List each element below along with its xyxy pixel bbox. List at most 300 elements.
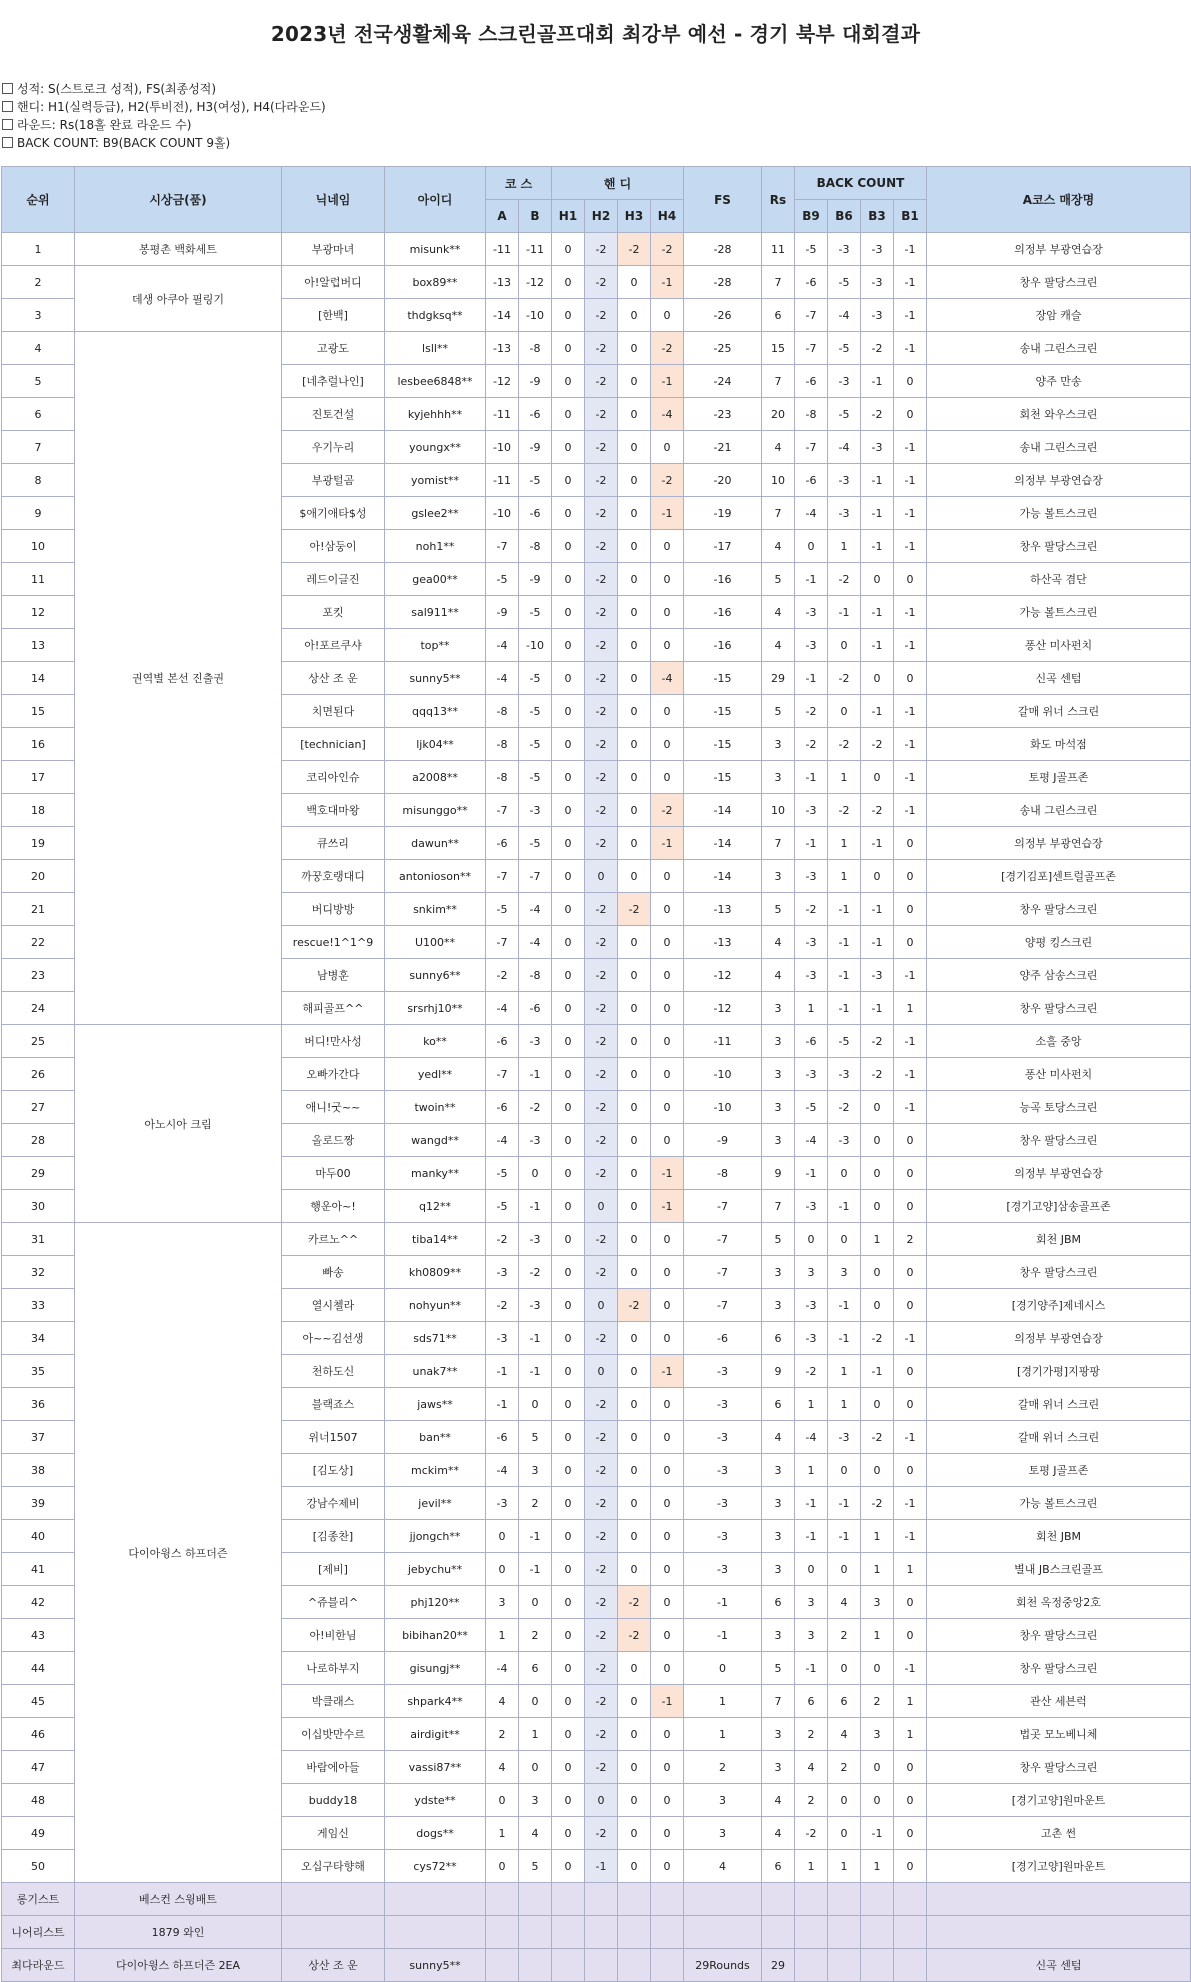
cell-course-a: -2 <box>486 1289 519 1322</box>
cell-bc-b3: 3 <box>861 1586 894 1619</box>
cell-bc-b9: -1 <box>795 1520 828 1553</box>
cell-course-b: -1 <box>519 1520 552 1553</box>
cell-handi-h4: 0 <box>651 1025 684 1058</box>
cell-bc-b1: 0 <box>894 1157 927 1190</box>
cell-handi-h4: 0 <box>651 695 684 728</box>
cell-bc-b3: -1 <box>861 596 894 629</box>
cell-fs: -3 <box>684 1454 762 1487</box>
cell-bc-b9: 3 <box>795 1586 828 1619</box>
cell-store: 능곡 토당스크린 <box>927 1091 1191 1124</box>
cell-course-a: -5 <box>486 893 519 926</box>
footer-nickname <box>282 1883 385 1916</box>
cell-fs: -12 <box>684 992 762 1025</box>
cell-course-b: -9 <box>519 563 552 596</box>
footer-empty <box>828 1883 861 1916</box>
cell-handi-h1: 0 <box>552 1685 585 1718</box>
cell-handi-h4: 0 <box>651 1784 684 1817</box>
cell-bc-b6: -1 <box>828 926 861 959</box>
cell-handi-h4: -1 <box>651 1685 684 1718</box>
cell-handi-h1: 0 <box>552 761 585 794</box>
cell-handi-h4: 0 <box>651 1718 684 1751</box>
cell-bc-b9: -2 <box>795 1355 828 1388</box>
cell-rank: 11 <box>2 563 75 596</box>
cell-handi-h1: 0 <box>552 365 585 398</box>
cell-bc-b9: -7 <box>795 431 828 464</box>
cell-handi-h2: -2 <box>585 1157 618 1190</box>
cell-id: airdigit** <box>385 1718 486 1751</box>
cell-handi-h4: 0 <box>651 1817 684 1850</box>
cell-handi-h4: 0 <box>651 926 684 959</box>
header-backcount: BACK COUNT <box>795 167 927 200</box>
cell-nickname: 백호대마왕 <box>282 794 385 827</box>
header-prize: 시상금(품) <box>75 167 282 233</box>
cell-rs: 7 <box>762 266 795 299</box>
cell-bc-b1: -1 <box>894 1520 927 1553</box>
cell-handi-h2: -2 <box>585 1520 618 1553</box>
cell-store: 창우 팔당스크린 <box>927 893 1191 926</box>
cell-handi-h3: 0 <box>618 992 651 1025</box>
cell-handi-h2: -2 <box>585 1751 618 1784</box>
cell-store: 양주 삼송스크린 <box>927 959 1191 992</box>
footer-empty <box>585 1883 618 1916</box>
cell-handi-h1: 0 <box>552 1124 585 1157</box>
cell-bc-b3: -1 <box>861 1817 894 1850</box>
legend-text: 성적: S(스트로크 성적), FS(최종성적) <box>17 82 217 96</box>
cell-handi-h3: 0 <box>618 1652 651 1685</box>
cell-nickname: 진토건설 <box>282 398 385 431</box>
cell-nickname: 위너1507 <box>282 1421 385 1454</box>
cell-handi-h4: 0 <box>651 1091 684 1124</box>
cell-bc-b9: -3 <box>795 629 828 662</box>
cell-fs: -17 <box>684 530 762 563</box>
cell-fs: -15 <box>684 695 762 728</box>
cell-bc-b9: -3 <box>795 596 828 629</box>
cell-fs: -14 <box>684 794 762 827</box>
cell-bc-b1: -1 <box>894 1322 927 1355</box>
cell-store: [경기김포]센트럴골프존 <box>927 860 1191 893</box>
cell-course-b: -4 <box>519 893 552 926</box>
cell-rs: 4 <box>762 431 795 464</box>
cell-handi-h2: -2 <box>585 563 618 596</box>
cell-course-b: 2 <box>519 1487 552 1520</box>
cell-rs: 6 <box>762 1388 795 1421</box>
cell-course-a: 0 <box>486 1520 519 1553</box>
cell-fs: -3 <box>684 1553 762 1586</box>
footer-rs <box>762 1916 795 1949</box>
cell-id: misunk** <box>385 233 486 266</box>
cell-course-b: -10 <box>519 629 552 662</box>
footer-prize: 1879 와인 <box>75 1916 282 1949</box>
cell-nickname: 박클래스 <box>282 1685 385 1718</box>
cell-bc-b3: -2 <box>861 1025 894 1058</box>
footer-nickname: 상산 조 운 <box>282 1949 385 1982</box>
cell-rs: 10 <box>762 794 795 827</box>
cell-nickname: 고광도 <box>282 332 385 365</box>
cell-rank: 23 <box>2 959 75 992</box>
cell-rs: 3 <box>762 1520 795 1553</box>
cell-rank: 6 <box>2 398 75 431</box>
cell-bc-b3: 1 <box>861 1850 894 1883</box>
header-handi: 핸 디 <box>552 167 684 200</box>
cell-store: 갈매 위너 스크린 <box>927 1388 1191 1421</box>
cell-rank: 15 <box>2 695 75 728</box>
cell-handi-h4: -2 <box>651 233 684 266</box>
cell-bc-b1: 1 <box>894 992 927 1025</box>
cell-handi-h4: 0 <box>651 1652 684 1685</box>
cell-course-b: -9 <box>519 365 552 398</box>
cell-handi-h1: 0 <box>552 728 585 761</box>
footer-empty <box>552 1949 585 1982</box>
cell-course-b: 1 <box>519 1718 552 1751</box>
cell-nickname: 이십밧만수르 <box>282 1718 385 1751</box>
footer-row <box>2 1883 1191 1916</box>
cell-rank: 31 <box>2 1223 75 1256</box>
cell-rs: 3 <box>762 1454 795 1487</box>
checkbox-icon <box>2 137 13 148</box>
cell-nickname: $애기애타$성 <box>282 497 385 530</box>
cell-course-b: -6 <box>519 992 552 1025</box>
cell-bc-b9: -6 <box>795 365 828 398</box>
cell-rank: 20 <box>2 860 75 893</box>
cell-handi-h2: -2 <box>585 1553 618 1586</box>
cell-handi-h2: -2 <box>585 893 618 926</box>
cell-fs: -6 <box>684 1322 762 1355</box>
cell-rs: 3 <box>762 728 795 761</box>
cell-bc-b1: 0 <box>894 1190 927 1223</box>
table-body <box>2 233 1191 1883</box>
cell-rank: 35 <box>2 1355 75 1388</box>
cell-handi-h4: 0 <box>651 530 684 563</box>
cell-bc-b3: -1 <box>861 497 894 530</box>
cell-store: 고촌 썬 <box>927 1817 1191 1850</box>
cell-fs: 0 <box>684 1652 762 1685</box>
cell-nickname: 카르노^^ <box>282 1223 385 1256</box>
cell-fs: -26 <box>684 299 762 332</box>
footer-row <box>2 1949 1191 1982</box>
cell-bc-b6: 1 <box>828 827 861 860</box>
cell-store: 하산곡 겸단 <box>927 563 1191 596</box>
legend-item <box>2 116 326 134</box>
cell-handi-h3: -2 <box>618 1289 651 1322</box>
cell-id: dawun** <box>385 827 486 860</box>
cell-handi-h4: 0 <box>651 1058 684 1091</box>
cell-course-a: -2 <box>486 1223 519 1256</box>
cell-nickname: rescue!1^1^9 <box>282 926 385 959</box>
cell-rank: 18 <box>2 794 75 827</box>
cell-course-b: 0 <box>519 1388 552 1421</box>
cell-id: sunny5** <box>385 662 486 695</box>
cell-bc-b6: -5 <box>828 332 861 365</box>
cell-rank: 45 <box>2 1685 75 1718</box>
cell-id: kyjehhh** <box>385 398 486 431</box>
cell-fs: 4 <box>684 1850 762 1883</box>
cell-bc-b3: 0 <box>861 761 894 794</box>
cell-bc-b3: 3 <box>861 1718 894 1751</box>
cell-store: 장암 캐슬 <box>927 299 1191 332</box>
cell-course-a: -11 <box>486 233 519 266</box>
footer-empty <box>651 1916 684 1949</box>
footer-prize: 다이아윙스 하프더즌 2EA <box>75 1949 282 1982</box>
cell-course-a: -3 <box>486 1256 519 1289</box>
table-footer <box>2 1883 1191 1982</box>
cell-handi-h3: 0 <box>618 662 651 695</box>
cell-course-b: -5 <box>519 728 552 761</box>
cell-fs: -11 <box>684 1025 762 1058</box>
header-h2: H2 <box>585 200 618 233</box>
cell-bc-b1: -1 <box>894 332 927 365</box>
cell-course-a: -6 <box>486 1091 519 1124</box>
cell-store: 신곡 센텀 <box>927 662 1191 695</box>
cell-bc-b1: 0 <box>894 1751 927 1784</box>
cell-rs: 5 <box>762 893 795 926</box>
cell-id: nohyun** <box>385 1289 486 1322</box>
cell-handi-h1: 0 <box>552 827 585 860</box>
cell-bc-b6: -3 <box>828 1058 861 1091</box>
cell-bc-b6: -2 <box>828 794 861 827</box>
cell-bc-b9: -3 <box>795 1322 828 1355</box>
header-rank: 순위 <box>2 167 75 233</box>
cell-bc-b1: -1 <box>894 464 927 497</box>
cell-handi-h3: 0 <box>618 1685 651 1718</box>
cell-rank: 29 <box>2 1157 75 1190</box>
cell-fs: 2 <box>684 1751 762 1784</box>
cell-rs: 3 <box>762 1058 795 1091</box>
cell-nickname: 오십구타향해 <box>282 1850 385 1883</box>
cell-rs: 3 <box>762 1619 795 1652</box>
cell-bc-b6: -2 <box>828 728 861 761</box>
cell-id: a2008** <box>385 761 486 794</box>
cell-handi-h1: 0 <box>552 893 585 926</box>
cell-rs: 3 <box>762 1256 795 1289</box>
cell-id: jaws** <box>385 1388 486 1421</box>
cell-fs: -14 <box>684 827 762 860</box>
cell-rank: 16 <box>2 728 75 761</box>
cell-id: srsrhj10** <box>385 992 486 1025</box>
footer-empty <box>618 1916 651 1949</box>
cell-handi-h4: -1 <box>651 497 684 530</box>
footer-empty <box>486 1916 519 1949</box>
cell-nickname: 버디!만사성 <box>282 1025 385 1058</box>
cell-fs: -3 <box>684 1520 762 1553</box>
cell-bc-b6: -5 <box>828 1025 861 1058</box>
cell-nickname: 게임신 <box>282 1817 385 1850</box>
cell-handi-h1: 0 <box>552 1586 585 1619</box>
cell-bc-b6: 1 <box>828 1388 861 1421</box>
footer-empty <box>651 1883 684 1916</box>
cell-bc-b1: -1 <box>894 1421 927 1454</box>
cell-course-b: 0 <box>519 1751 552 1784</box>
cell-course-b: -8 <box>519 530 552 563</box>
cell-handi-h2: -2 <box>585 398 618 431</box>
cell-bc-b1: 0 <box>894 1817 927 1850</box>
cell-id: shpark4** <box>385 1685 486 1718</box>
cell-store: 별내 JB스크린골프 <box>927 1553 1191 1586</box>
cell-handi-h2: -2 <box>585 332 618 365</box>
cell-store: 법곳 모노베니체 <box>927 1718 1191 1751</box>
cell-rs: 6 <box>762 1586 795 1619</box>
cell-store: 소흘 중앙 <box>927 1025 1191 1058</box>
cell-course-a: -8 <box>486 761 519 794</box>
cell-handi-h2: -2 <box>585 926 618 959</box>
cell-course-b: -4 <box>519 926 552 959</box>
cell-handi-h2: -2 <box>585 1388 618 1421</box>
cell-id: box89** <box>385 266 486 299</box>
header-h3: H3 <box>618 200 651 233</box>
cell-id: wangd** <box>385 1124 486 1157</box>
cell-handi-h3: 0 <box>618 596 651 629</box>
cell-handi-h2: -2 <box>585 1124 618 1157</box>
cell-bc-b3: -2 <box>861 1058 894 1091</box>
cell-id: gea00** <box>385 563 486 596</box>
cell-rank: 17 <box>2 761 75 794</box>
cell-bc-b9: -8 <box>795 398 828 431</box>
cell-nickname: 행운아~! <box>282 1190 385 1223</box>
cell-handi-h3: 0 <box>618 1124 651 1157</box>
cell-store: 가능 볼트스크린 <box>927 1487 1191 1520</box>
cell-handi-h4: 0 <box>651 860 684 893</box>
cell-nickname: ^쥬블리^ <box>282 1586 385 1619</box>
cell-id: misunggo** <box>385 794 486 827</box>
cell-fs: -7 <box>684 1289 762 1322</box>
cell-handi-h2: -2 <box>585 827 618 860</box>
header-id: 아이디 <box>385 167 486 233</box>
cell-bc-b9: 0 <box>795 1553 828 1586</box>
cell-handi-h4: -1 <box>651 365 684 398</box>
cell-handi-h2: -2 <box>585 365 618 398</box>
cell-bc-b1: -1 <box>894 530 927 563</box>
cell-rank: 38 <box>2 1454 75 1487</box>
cell-bc-b9: 2 <box>795 1784 828 1817</box>
cell-bc-b3: -2 <box>861 1322 894 1355</box>
cell-handi-h2: 0 <box>585 1289 618 1322</box>
cell-id: ljk04** <box>385 728 486 761</box>
footer-empty <box>861 1949 894 1982</box>
cell-rs: 3 <box>762 1553 795 1586</box>
cell-bc-b6: 3 <box>828 1256 861 1289</box>
cell-bc-b1: 0 <box>894 926 927 959</box>
cell-bc-b6: -4 <box>828 431 861 464</box>
cell-handi-h1: 0 <box>552 233 585 266</box>
cell-course-a: -4 <box>486 1124 519 1157</box>
cell-fs: -7 <box>684 1223 762 1256</box>
cell-nickname: 아!비한님 <box>282 1619 385 1652</box>
cell-handi-h4: 0 <box>651 1124 684 1157</box>
cell-handi-h2: -2 <box>585 992 618 1025</box>
cell-nickname: [김종찬] <box>282 1520 385 1553</box>
cell-handi-h2: -2 <box>585 1025 618 1058</box>
cell-fs: -7 <box>684 1190 762 1223</box>
cell-store: [경기양주]제네시스 <box>927 1289 1191 1322</box>
cell-rank: 7 <box>2 431 75 464</box>
cell-bc-b9: -7 <box>795 332 828 365</box>
footer-empty <box>861 1883 894 1916</box>
cell-rs: 5 <box>762 1652 795 1685</box>
cell-store: 화도 마석점 <box>927 728 1191 761</box>
cell-rank: 32 <box>2 1256 75 1289</box>
cell-bc-b1: -1 <box>894 266 927 299</box>
cell-handi-h1: 0 <box>552 497 585 530</box>
cell-handi-h3: 0 <box>618 1322 651 1355</box>
cell-store: 창우 팔당스크린 <box>927 266 1191 299</box>
cell-handi-h2: -2 <box>585 1256 618 1289</box>
cell-fs: -15 <box>684 662 762 695</box>
cell-bc-b3: 1 <box>861 1619 894 1652</box>
cell-fs: -3 <box>684 1388 762 1421</box>
cell-id: sunny6** <box>385 959 486 992</box>
header-course: 코 스 <box>486 167 552 200</box>
cell-fs: -21 <box>684 431 762 464</box>
cell-rank: 41 <box>2 1553 75 1586</box>
cell-handi-h2: -2 <box>585 1586 618 1619</box>
cell-course-a: 1 <box>486 1817 519 1850</box>
cell-bc-b3: 0 <box>861 1454 894 1487</box>
cell-fs: -28 <box>684 266 762 299</box>
header-h1: H1 <box>552 200 585 233</box>
cell-handi-h3: 0 <box>618 1388 651 1421</box>
cell-rs: 7 <box>762 1685 795 1718</box>
cell-rs: 6 <box>762 1850 795 1883</box>
cell-handi-h2: -2 <box>585 728 618 761</box>
cell-rank: 9 <box>2 497 75 530</box>
cell-nickname: [제비] <box>282 1553 385 1586</box>
cell-bc-b1: -1 <box>894 299 927 332</box>
cell-bc-b6: -1 <box>828 1487 861 1520</box>
cell-bc-b1: 2 <box>894 1223 927 1256</box>
cell-store: 회천 와우스크린 <box>927 398 1191 431</box>
cell-handi-h1: 0 <box>552 662 585 695</box>
footer-store <box>927 1916 1191 1949</box>
cell-rank: 8 <box>2 464 75 497</box>
cell-bc-b3: -2 <box>861 1421 894 1454</box>
cell-bc-b9: -1 <box>795 662 828 695</box>
cell-handi-h3: 0 <box>618 1223 651 1256</box>
cell-bc-b9: -5 <box>795 1091 828 1124</box>
cell-course-b: -3 <box>519 1124 552 1157</box>
cell-id: dogs** <box>385 1817 486 1850</box>
cell-bc-b6: -1 <box>828 1322 861 1355</box>
cell-bc-b9: -6 <box>795 464 828 497</box>
cell-course-a: -4 <box>486 1652 519 1685</box>
footer-empty <box>795 1916 828 1949</box>
cell-bc-b1: -1 <box>894 1025 927 1058</box>
legend-item <box>2 134 326 152</box>
cell-bc-b9: 6 <box>795 1685 828 1718</box>
cell-bc-b9: -6 <box>795 1025 828 1058</box>
cell-handi-h2: -2 <box>585 1058 618 1091</box>
cell-store: 창우 팔당스크린 <box>927 992 1191 1025</box>
cell-bc-b6: 1 <box>828 1355 861 1388</box>
table-row <box>2 233 1191 266</box>
footer-empty <box>651 1949 684 1982</box>
footer-fs <box>684 1916 762 1949</box>
cell-bc-b1: -1 <box>894 695 927 728</box>
cell-bc-b9: -3 <box>795 1190 828 1223</box>
cell-course-a: -10 <box>486 431 519 464</box>
cell-handi-h2: -2 <box>585 1322 618 1355</box>
cell-rank: 28 <box>2 1124 75 1157</box>
cell-nickname: 올로드짱 <box>282 1124 385 1157</box>
cell-handi-h1: 0 <box>552 1817 585 1850</box>
footer-nickname <box>282 1916 385 1949</box>
cell-prize: 봉평촌 백화세트 <box>75 233 282 266</box>
cell-course-a: -11 <box>486 464 519 497</box>
cell-course-b: 0 <box>519 1157 552 1190</box>
cell-handi-h2: -1 <box>585 1850 618 1883</box>
cell-fs: -3 <box>684 1421 762 1454</box>
cell-rank: 12 <box>2 596 75 629</box>
cell-bc-b9: -3 <box>795 959 828 992</box>
cell-course-a: -1 <box>486 1388 519 1421</box>
